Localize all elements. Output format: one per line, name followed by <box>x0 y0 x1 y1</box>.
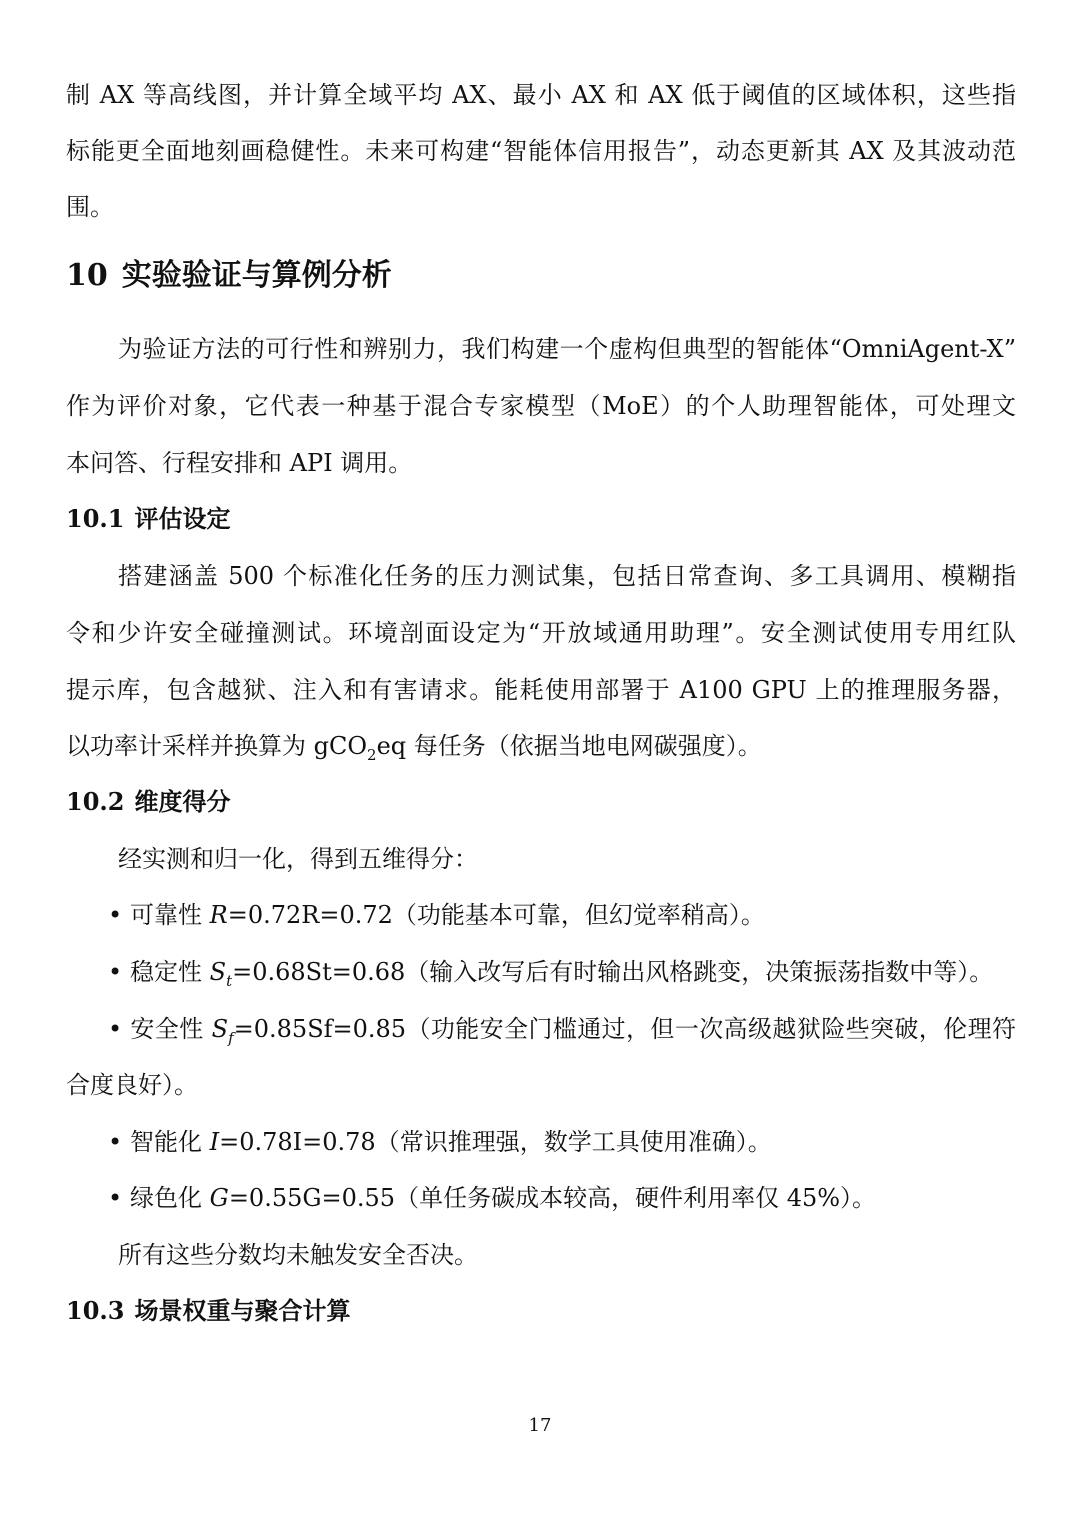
list-item <box>108 898 1016 932</box>
subsection-number: 10.3 <box>66 1296 125 1325</box>
symbol: I <box>209 1128 220 1156</box>
symbol: R <box>209 901 228 929</box>
subsection-heading <box>66 785 230 819</box>
section-heading <box>66 256 392 296</box>
subsection-heading <box>66 502 230 536</box>
section-number: 10 <box>66 258 108 293</box>
text-run: eq 每任务（依据当地电网碳强度）。 <box>376 732 762 760</box>
paragraph-line: 作为评价对象，它代表一种基于混合专家模型（MoE）的个人助理智能体，可处理文 <box>66 392 1016 420</box>
list-item <box>108 955 1016 989</box>
paragraph-line: 制 AX 等高线图，并计算全域平均 AX、最小 AX 和 AX 低于阈值的区域体积，这些指 <box>66 81 1016 109</box>
list-item <box>108 1181 1016 1215</box>
item-label: 智能化 <box>130 1128 210 1156</box>
paragraph-line: 搭建涵盖 500 个标准化任务的压力测试集，包括日常查询、多工具调用、模糊指 <box>118 562 1016 590</box>
symbol: S <box>211 1015 229 1043</box>
section-title: 实验验证与算例分析 <box>121 258 392 293</box>
list-item <box>108 1012 1016 1046</box>
paragraph-line: 为验证方法的可行性和辨别力，我们构建一个虚构但典型的智能体“OmniAgent-X” <box>118 335 1016 363</box>
item-text: =0.68St=0.68（输入改写后有时输出风格跳变，决策振荡指数中等）。 <box>232 958 994 986</box>
paragraph-line: 围。 <box>66 193 114 221</box>
paragraph-line: 本问答、行程安排和 API 调用。 <box>66 449 413 477</box>
paragraph-line: 标能更全面地刻画稳健性。未来可构建“智能体信用报告”，动态更新其 AX 及其波动范 <box>66 137 1016 165</box>
item-label: 安全性 <box>130 1015 212 1043</box>
symbol: S <box>209 958 227 986</box>
item-label: 可靠性 <box>130 901 210 929</box>
symbol: G <box>209 1184 229 1212</box>
subsection-title: 维度得分 <box>134 787 231 816</box>
item-text: =0.78I=0.78（常识推理强，数学工具使用准确）。 <box>219 1128 772 1156</box>
paragraph-line <box>66 729 1016 763</box>
paragraph-line: 所有这些分数均未触发安全否决。 <box>118 1241 478 1269</box>
list-item <box>108 1125 1016 1159</box>
paragraph-line: 令和少许安全碰撞测试。环境剖面设定为“开放域通用助理”。安全测试使用专用红队 <box>66 619 1016 647</box>
paragraph-line: 经实测和归一化，得到五维得分： <box>118 845 478 873</box>
subsection-title: 场景权重与聚合计算 <box>134 1296 351 1325</box>
bullet-glyph: • <box>108 901 123 929</box>
item-label: 稳定性 <box>130 958 210 986</box>
bullet-glyph: • <box>108 1184 123 1212</box>
bullet-glyph: • <box>108 1128 123 1156</box>
list-item-continuation: 合度良好）。 <box>66 1071 198 1099</box>
item-text: =0.72R=0.72（功能基本可靠，但幻觉率稍高）。 <box>227 901 765 929</box>
subscript: 2 <box>367 745 377 763</box>
subsection-number: 10.2 <box>66 787 125 816</box>
symbol-subscript: f <box>228 1028 234 1046</box>
subsection-title: 评估设定 <box>134 504 231 533</box>
subsection-heading <box>66 1294 350 1328</box>
item-label: 绿色化 <box>130 1184 210 1212</box>
subsection-number: 10.1 <box>66 504 125 533</box>
symbol-subscript: t <box>226 971 233 989</box>
text-run: 以功率计采样并换算为 gCO <box>66 732 368 760</box>
bullet-glyph: • <box>108 1015 123 1043</box>
item-text: =0.85Sf=0.85（功能安全门槛通过，但一次高级越狱险些突破，伦理符 <box>233 1015 1016 1043</box>
paragraph-line: 提示库，包含越狱、注入和有害请求。能耗使用部署于 A100 GPU 上的推理服务器， <box>66 676 1016 704</box>
bullet-glyph: • <box>108 958 123 986</box>
page-number: 17 <box>528 1415 552 1436</box>
item-text: =0.55G=0.55（单任务碳成本较高，硬件利用率仅 45%）。 <box>228 1184 877 1212</box>
